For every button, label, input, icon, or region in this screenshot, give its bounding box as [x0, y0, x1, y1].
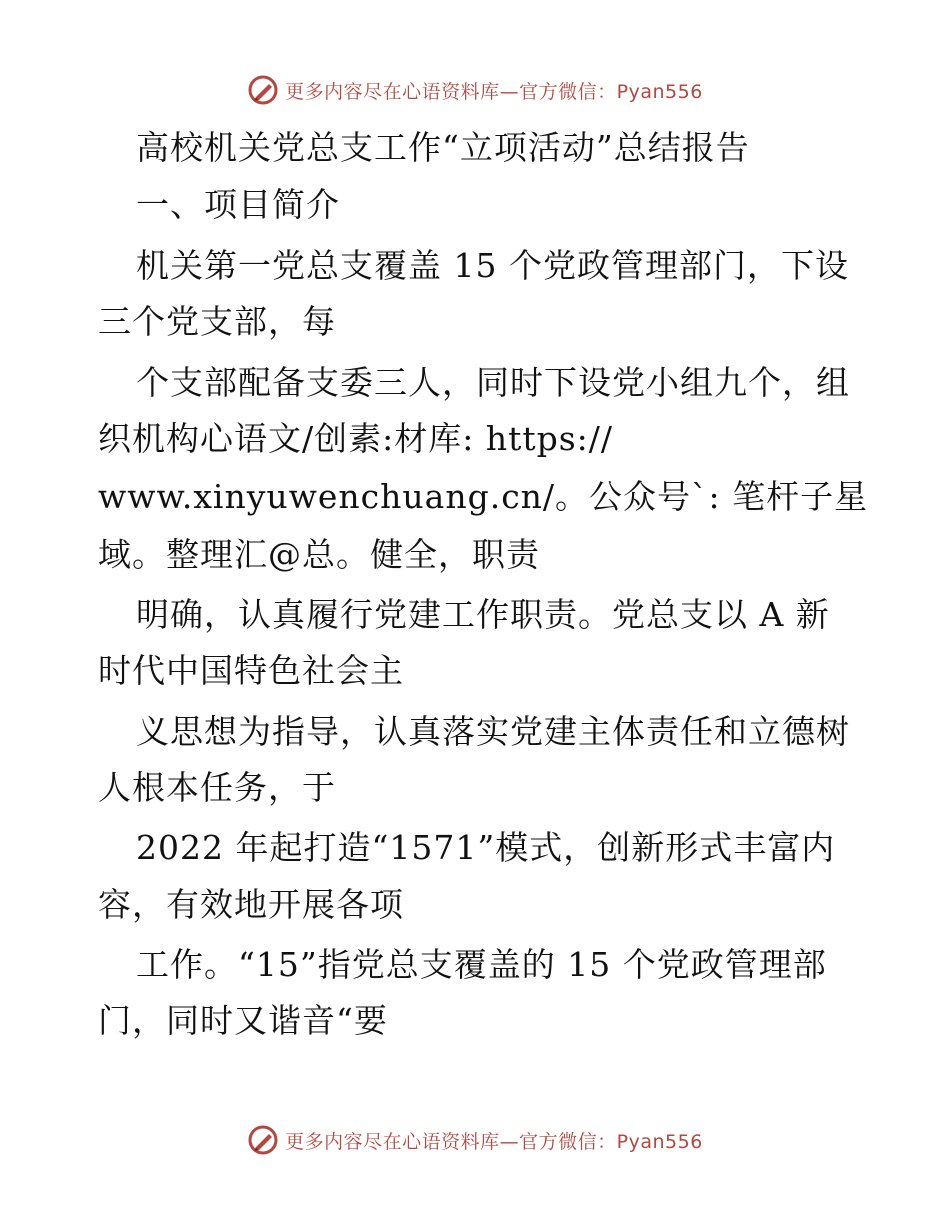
paragraph-line: 机关第一党总支覆盖 15 个党政管理部门，下设	[136, 246, 849, 285]
paragraph-line: 明确，认真履行党建工作职责。党总支以 A 新	[136, 595, 830, 634]
paragraph-line: 2022 年起打造“1571”模式，创新形式丰富内	[136, 828, 836, 867]
paragraph-line: 域。整理汇@总。健全，职责	[98, 535, 540, 574]
section-heading: 一、项目简介	[136, 185, 340, 224]
paragraph-line: 人根本任务，于	[98, 768, 336, 807]
footer-banner-text: 更多内容尽在心语资料库—官方微信：Pyan556	[285, 1130, 703, 1153]
paragraph-line: 时代中国特色社会主	[98, 651, 404, 690]
document-title: 高校机关党总支工作“立项活动”总结报告	[136, 128, 750, 167]
paragraph-line: 个支部配备支委三人，同时下设党小组九个，组	[136, 363, 850, 402]
paragraph-line: 门，同时又谐音“要	[98, 1001, 388, 1040]
header-watermark-banner	[0, 70, 950, 110]
header-banner-text: 更多内容尽在心语资料库—官方微信：Pyan556	[285, 80, 703, 103]
paragraph-line: 工作。“15”指党总支覆盖的 15 个党政管理部	[136, 945, 827, 984]
paragraph-line: www.xinyuwenchuang.cn/。公众号`: 笔杆子星	[98, 477, 869, 516]
paragraph-line: 义思想为指导，认真落实党建主体责任和立德树	[136, 712, 850, 751]
pen-logo-icon	[247, 1124, 279, 1156]
pen-logo-icon	[247, 74, 279, 106]
paragraph-line: 容，有效地开展各项	[98, 885, 404, 924]
footer-watermark-banner	[0, 1120, 950, 1160]
paragraph-line: 三个党支部，每	[98, 302, 336, 341]
paragraph-line: 织机构心语文/创素:材库: https://	[98, 419, 614, 458]
